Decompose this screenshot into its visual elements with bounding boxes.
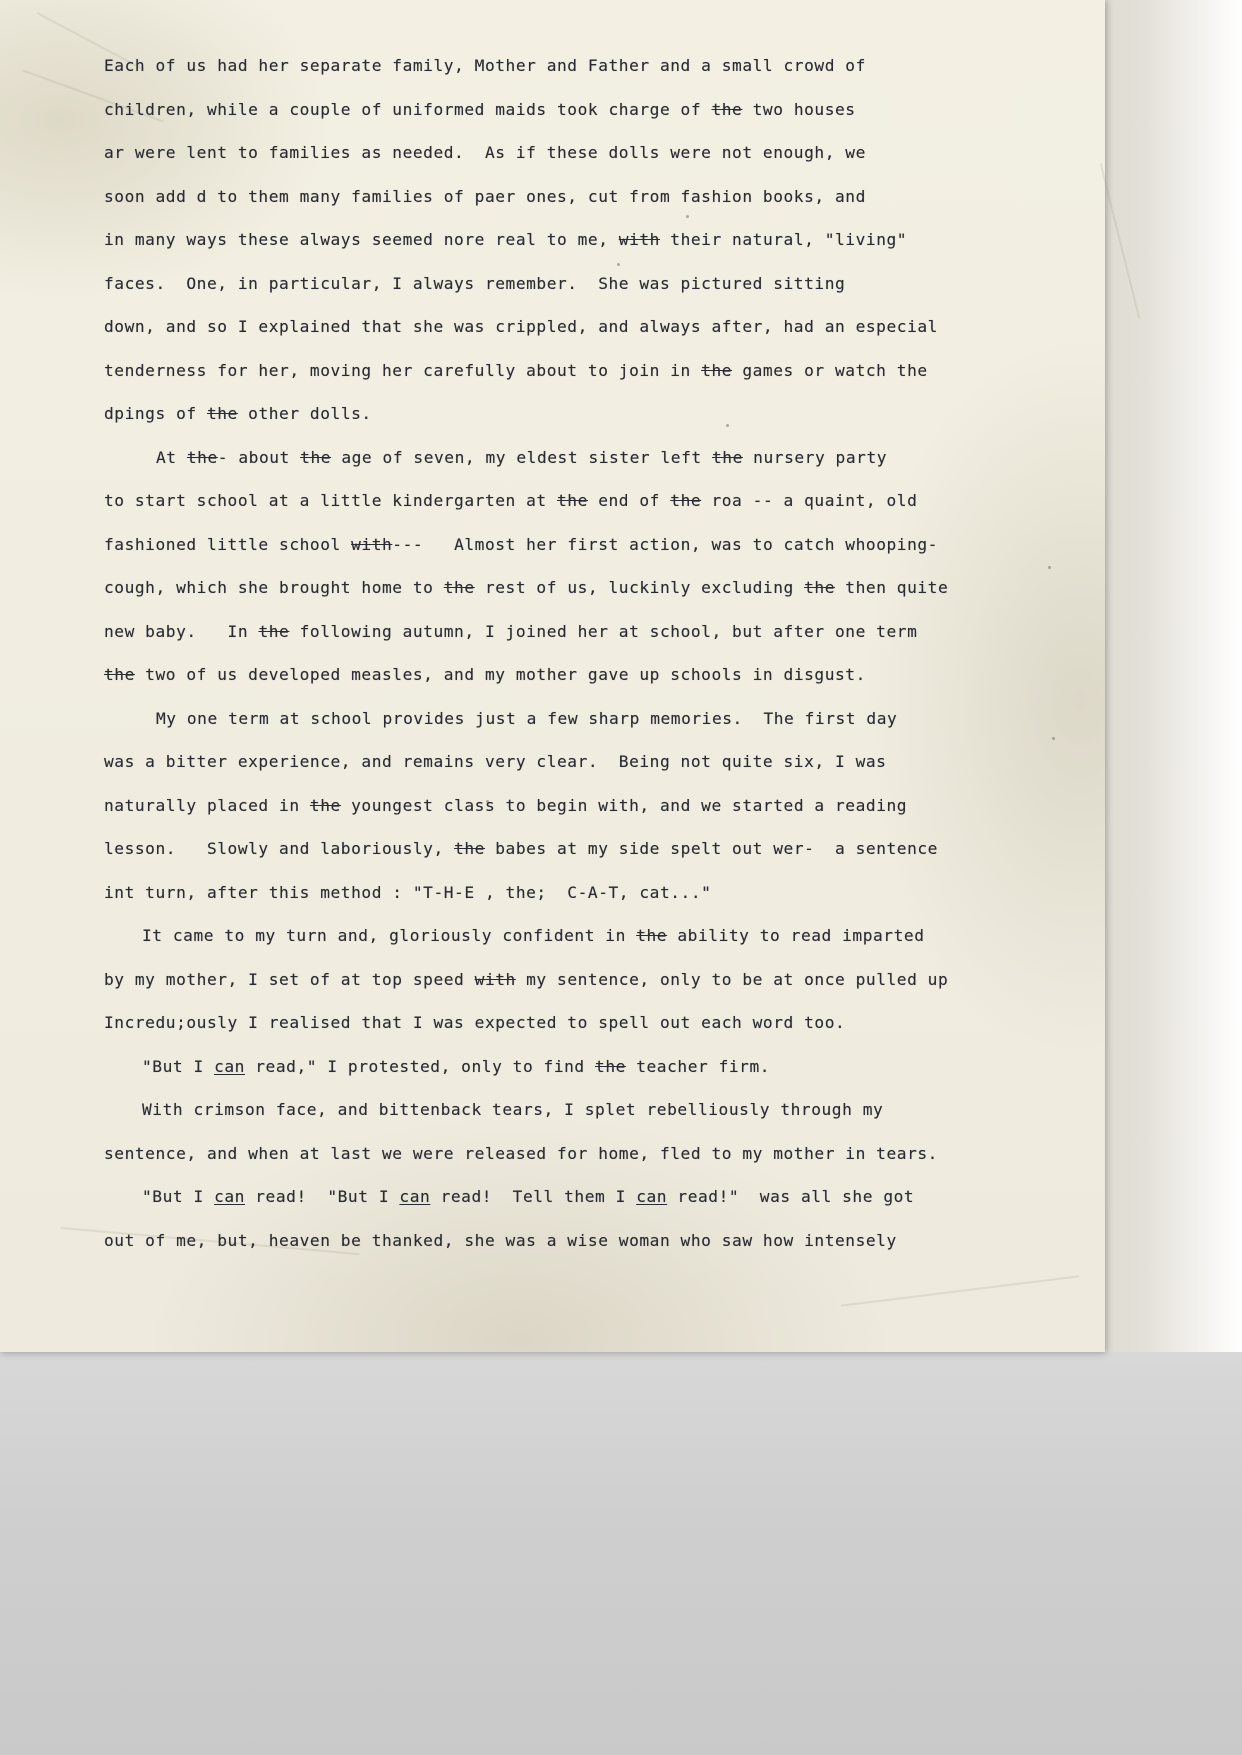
text-line: by my mother, I set of at top speed with my sentence, only to be at once pulled up (104, 969, 949, 989)
text-line: fashioned little school with--- Almost her first action, was to catch whooping- (104, 534, 938, 554)
text-line: My one term at school provides just a few sharp memories. The first day (156, 708, 898, 728)
text-line: sentence, and when at last we were released for home, fled to my mother in tears. (104, 1143, 938, 1163)
scanner-backdrop-right (1100, 0, 1242, 1352)
text-line: in many ways these always seemed nore real to me, with their natural, "living" (104, 230, 908, 249)
text-line: int turn, after this method : "T-H-E , the; C-A-T, cat..." (104, 882, 712, 902)
text-line: It came to my turn and, gloriously confident in the ability to read imparted (142, 926, 925, 945)
text-line: faces. One, in particular, I always remember. She was pictured sitting (104, 273, 846, 293)
text-line: the two of us developed measles, and my mother gave up schools in disgust. (104, 665, 866, 684)
text-line: At the- about the age of seven, my eldest sister left the nursery party (156, 447, 888, 467)
paper-crease (841, 1275, 1079, 1306)
typescript-body (104, 44, 1034, 1262)
text-line: ar were lent to families as needed. As if these dolls were not enough, we (104, 143, 866, 162)
text-line: Each of us had her separate family, Mother and Father and a small crowd of (104, 56, 866, 75)
text-line: naturally placed in the youngest class to begin with, and we started a reading (104, 795, 908, 815)
text-line: soon add d to them many families of paer ones, cut from fashion books, and (104, 186, 866, 206)
text-line: to start school at a little kindergarten at the end of the roa -- a quaint, old (104, 491, 918, 510)
text-line: was a bitter experience, and remains very clear. Being not quite six, I was (104, 752, 887, 771)
ink-speck (1048, 566, 1051, 569)
text-line: Incredu;ously I realised that I was expected to spell out each word too. (104, 1013, 846, 1032)
text-line: "But I can read," I protested, only to find the teacher firm. (142, 1056, 771, 1076)
text-line: new baby. In the following autumn, I joined her at school, but after one term (104, 621, 918, 641)
text-line: tenderness for her, moving her carefully about to join in the games or watch the (104, 360, 928, 380)
text-line: dpings of the other dolls. (104, 404, 372, 423)
text-line: With crimson face, and bittenback tears, I splet rebelliously through my (142, 1100, 884, 1119)
text-line: children, while a couple of uniformed maids took charge of the two houses (104, 99, 856, 119)
text-line: lesson. Slowly and laboriously, the babes at my side spelt out wer- a sentence (104, 839, 938, 858)
scanner-backdrop-bottom (0, 1352, 1242, 1755)
text-line: down, and so I explained that she was crippled, and always after, had an especial (104, 317, 938, 336)
text-line: cough, which she brought home to the rest of us, luckinly excluding the then quite (104, 578, 949, 597)
text-line: "But I can read! "But I can read! Tell them I can read!" was all she got (142, 1187, 915, 1206)
text-line: out of me, but, heaven be thanked, she was a wise woman who saw how intensely (104, 1230, 897, 1250)
ink-speck (1052, 737, 1055, 740)
